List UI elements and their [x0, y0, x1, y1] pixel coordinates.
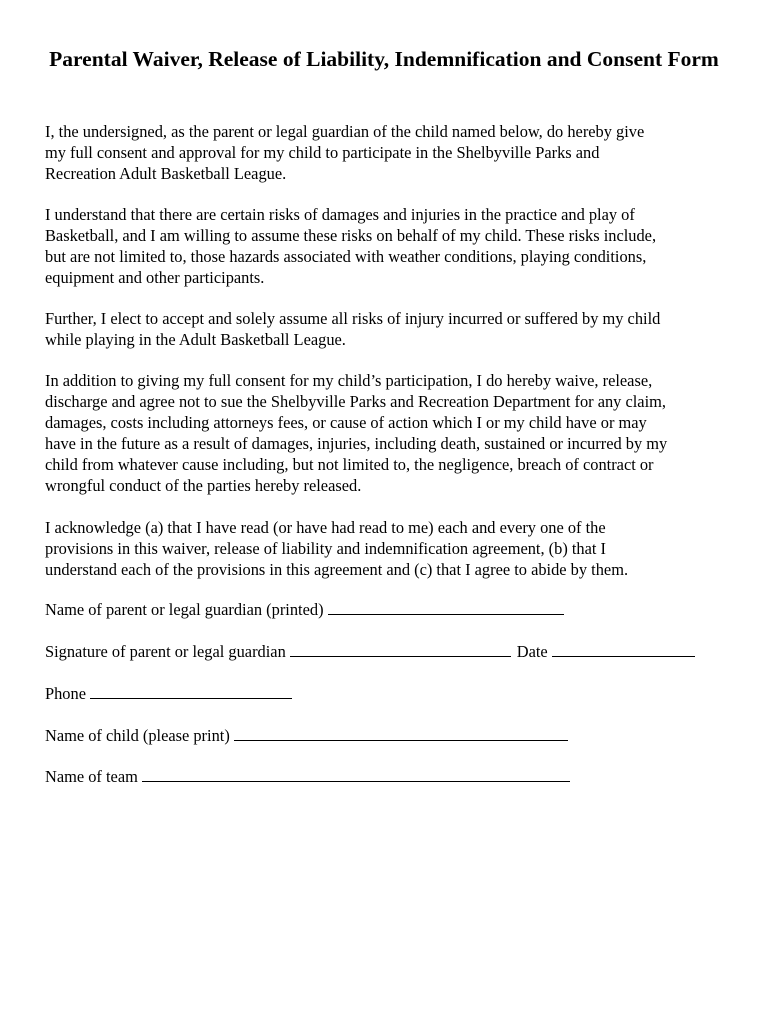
child-name-row	[45, 725, 568, 746]
risks-paragraph: I understand that there are certain risks of damages and injuries in the practice and play of Basketball, and I am willing to assume these risks on behalf of my child. These risks include, but are not limited to, those hazards associated with weather conditions, playing conditions, equipment and other participants.	[45, 205, 657, 287]
child-name-line[interactable]	[234, 725, 568, 741]
signature-row	[45, 641, 695, 662]
consent-paragraph: I, the undersigned, as the parent or legal guardian of the child named below, do hereby give my full consent and approval for my child to participate in the Shelbyville Parks and Recreation Adult Basketball League.	[45, 122, 645, 183]
phone-line[interactable]	[90, 683, 292, 699]
parent-name-label: Name of parent or legal guardian (printed)	[45, 600, 324, 619]
date-label: Date	[516, 642, 548, 661]
team-label: Name of team	[45, 767, 138, 786]
parent-name-row	[45, 599, 564, 620]
team-row	[45, 766, 570, 787]
team-name-line[interactable]	[142, 766, 570, 782]
signature-label: Signature of parent or legal guardian	[45, 642, 286, 661]
assume-risk-paragraph: Further, I elect to accept and solely assume all risks of injury incurred or suffered by my child while playing in the Adult Basketball League.	[45, 309, 661, 349]
phone-label: Phone	[45, 684, 86, 703]
date-line[interactable]	[552, 641, 695, 657]
release-paragraph: In addition to giving my full consent for my child’s participation, I do hereby waive, release, discharge and agree not to sue the Shelbyville Parks and Recreation Department for any claim, damages, costs including attorneys fees, or cause of action which I or my child have or may have in the future as a result of damages, injuries, including death, sustained or incurred by my child from whatever cause including, but not limited to, the negligence, breach of contract or wrongful conduct of the parties hereby released.	[45, 371, 668, 495]
parent-name-line[interactable]	[328, 599, 564, 615]
signature-line[interactable]	[290, 641, 511, 657]
child-name-label: Name of child (please print)	[45, 726, 230, 745]
acknowledgement-paragraph: I acknowledge (a) that I have read (or have had read to me) each and every one of the provisions in this waiver, release of liability and indemnification agreement, (b) that I understand each of the provisions in this agreement and (c) that I agree to abide by them.	[45, 518, 629, 579]
phone-row	[45, 683, 292, 704]
document-title: Parental Waiver, Release of Liability, Indemnification and Consent Form	[49, 47, 719, 71]
